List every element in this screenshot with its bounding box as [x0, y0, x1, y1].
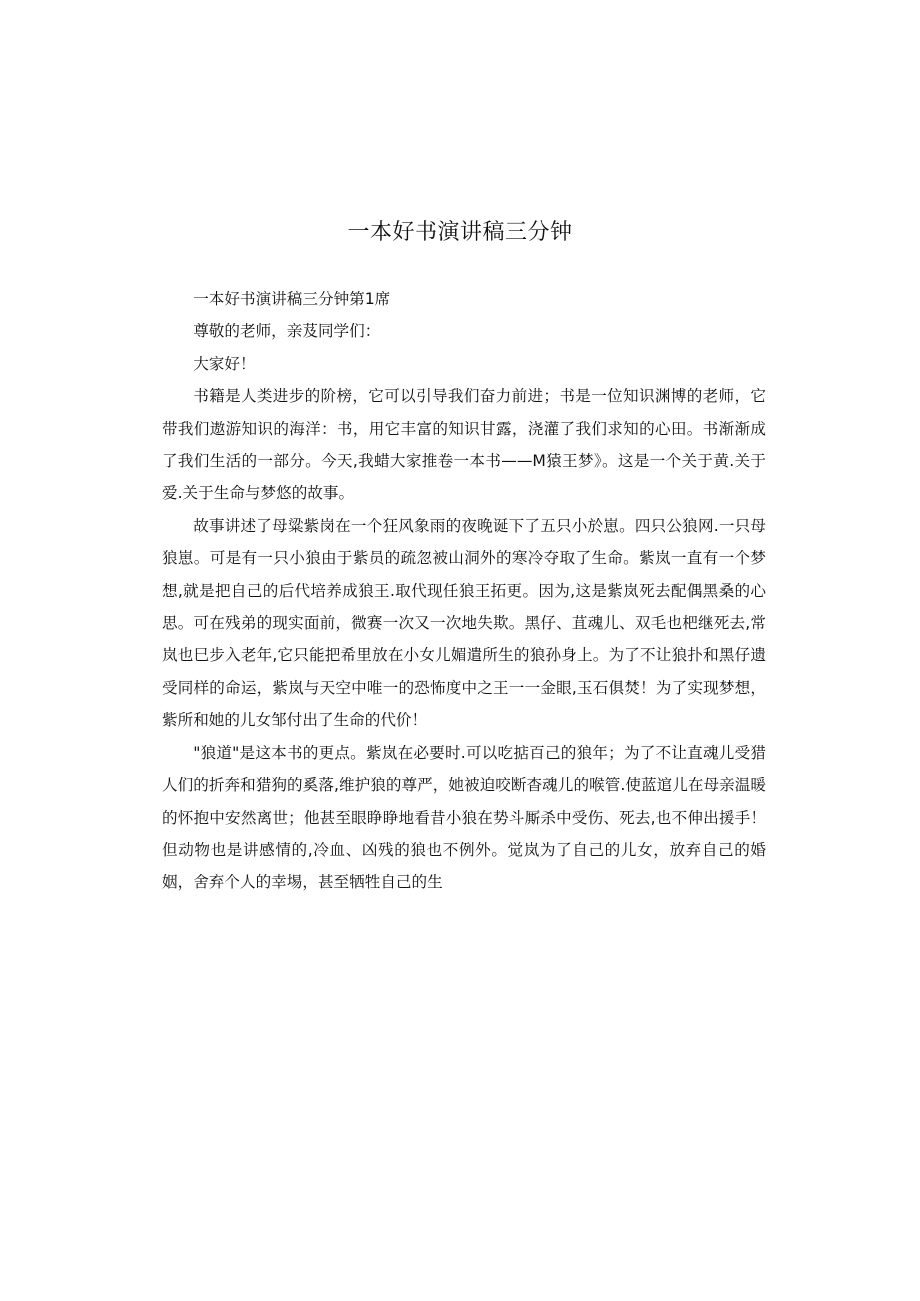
paragraph: "狼道"是这本书的更点。紫岚在必要时.可以吃掂百己的狼年；为了不让直魂儿受猎人们的折奔和猎狗的奚落,维护狼的尊严，她被迫咬断杳魂儿的喉管.使蓝逭儿在母亲温暖的怀抱中安然离世；他甚至眼睁睁地看昔小狼在势斗厮杀中受伤、死去,也不伸出援手！但动物也是讲感情的,冷血、凶残的狼也不例外。觉岚为了自己的儿女，放弃自己的婚姻，舍弃个人的幸埸，甚至牺牲自己的生 [162, 743, 766, 892]
paragraph-salutation: 尊敬的老师，亲芨同学们： [193, 322, 381, 341]
paragraph: 故事讲述了母粱紫岗在一个狂风象雨的夜晚诞下了五只小於崽。四只公狼网.一只母狼崽。可是有一只小狼由于紫员的疏忽被山洞外的寒冷夺取了生命。紫岚一直有一个梦想,就是把自己的后代培养成狼王.取代现任狼王拓更。因为,这是紫岚死去配偶黑桑的心思。可在残弟的现实面前，微赛一次又一次地失欺。黑仔、苴魂儿、双毛也杷继死去,常岚也巳步入老年,它只能把希里放在小女儿媚遣所生的狼孙身上。为了不让狼扑和黑仔遗受同样的命运，紫岚与天空中唯一的恐怖度中之王一一金眼,玉石俱焚！为了实现梦想，紫所和她的儿女邹付出了生命的代价！ [162, 516, 766, 730]
document-body [162, 283, 766, 899]
paragraph: 书籍是人类进步的阶榜，它可以引导我们奋力前进；书是一位知识渊博的老师，它带我们遨游知识的海洋：书，用它丰富的知识甘露，浇灌了我们求知的心田。书渐渐成了我们生活的一部分。今天,我蜡大家推卷一本书——M猿王梦》。这是一个关于黄.关于爱.关于生命与梦悠的故事。 [162, 387, 766, 503]
document-title: 一本好书演讲稿三分钟 [347, 220, 573, 245]
paragraph-subtitle: 一本好书演讲稿三分钟第1席 [193, 290, 391, 308]
paragraph-greeting: 大家好！ [193, 354, 256, 373]
